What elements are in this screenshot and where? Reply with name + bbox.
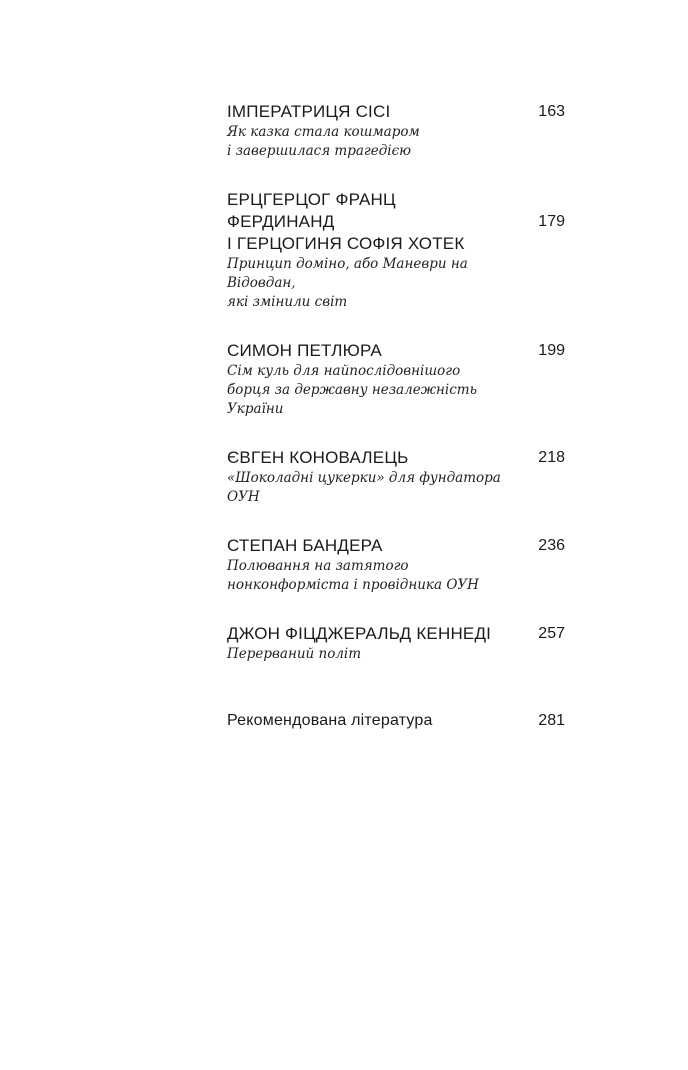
toc-entry-subtitle: Як казка стала кошмаром bbox=[227, 124, 420, 140]
toc-entry-title: І ГЕРЦОГИНЯ СОФІЯ ХОТЕК bbox=[227, 234, 465, 253]
toc-entry[interactable] bbox=[227, 535, 567, 595]
toc-entry-title: ЕРЦГЕРЦОГ ФРАНЦ ФЕРДИНАНД bbox=[227, 190, 396, 231]
toc-entry[interactable] bbox=[227, 623, 567, 664]
toc-literature-title: Рекомендована література bbox=[227, 712, 433, 729]
toc-entry-subtitle: Перерваний політ bbox=[227, 646, 362, 662]
toc-entry-title: ЄВГЕН КОНОВАЛЕЦЬ bbox=[227, 448, 409, 467]
toc-entry-title: СТЕПАН БАНДЕРА bbox=[227, 536, 383, 555]
toc-entry-subtitle: Принцип доміно, або Маневри на Відовдан, bbox=[227, 256, 468, 291]
toc-entry-page-number: 179 bbox=[538, 213, 565, 230]
toc-entry-subtitle: Полювання на затятого bbox=[227, 558, 409, 574]
toc-entry-subtitle: які змінили світ bbox=[227, 294, 348, 310]
toc-entry-page-number: 236 bbox=[538, 537, 565, 554]
toc-entry-subtitle: борця за державну незалежність України bbox=[227, 382, 477, 417]
toc-entry-page-number: 163 bbox=[538, 103, 565, 120]
toc-entry[interactable] bbox=[227, 447, 567, 507]
toc-entry[interactable] bbox=[227, 189, 567, 312]
table-of-contents bbox=[227, 101, 567, 760]
toc-entry[interactable] bbox=[227, 101, 567, 161]
toc-entry-page-number: 199 bbox=[538, 342, 565, 359]
toc-entry-page-number: 218 bbox=[538, 449, 565, 466]
toc-entry-literature[interactable] bbox=[227, 710, 567, 732]
toc-entry-title: СИМОН ПЕТЛЮРА bbox=[227, 341, 382, 360]
toc-literature-page-number: 281 bbox=[538, 712, 565, 729]
toc-entry-subtitle: Сім куль для найпослідовнішого bbox=[227, 363, 461, 379]
toc-entry[interactable] bbox=[227, 340, 567, 419]
toc-entry-subtitle: «Шоколадні цукерки» для фундатора ОУН bbox=[227, 470, 501, 505]
toc-entry-subtitle: і завершилася трагедією bbox=[227, 143, 412, 159]
toc-entry-subtitle: нонконформіста і провідника ОУН bbox=[227, 577, 479, 593]
toc-entry-title: ІМПЕРАТРИЦЯ СІСІ bbox=[227, 102, 391, 121]
toc-entry-page-number: 257 bbox=[538, 625, 565, 642]
toc-entry-title: ДЖОН ФІЦДЖЕРАЛЬД КЕННЕДІ bbox=[227, 624, 492, 643]
